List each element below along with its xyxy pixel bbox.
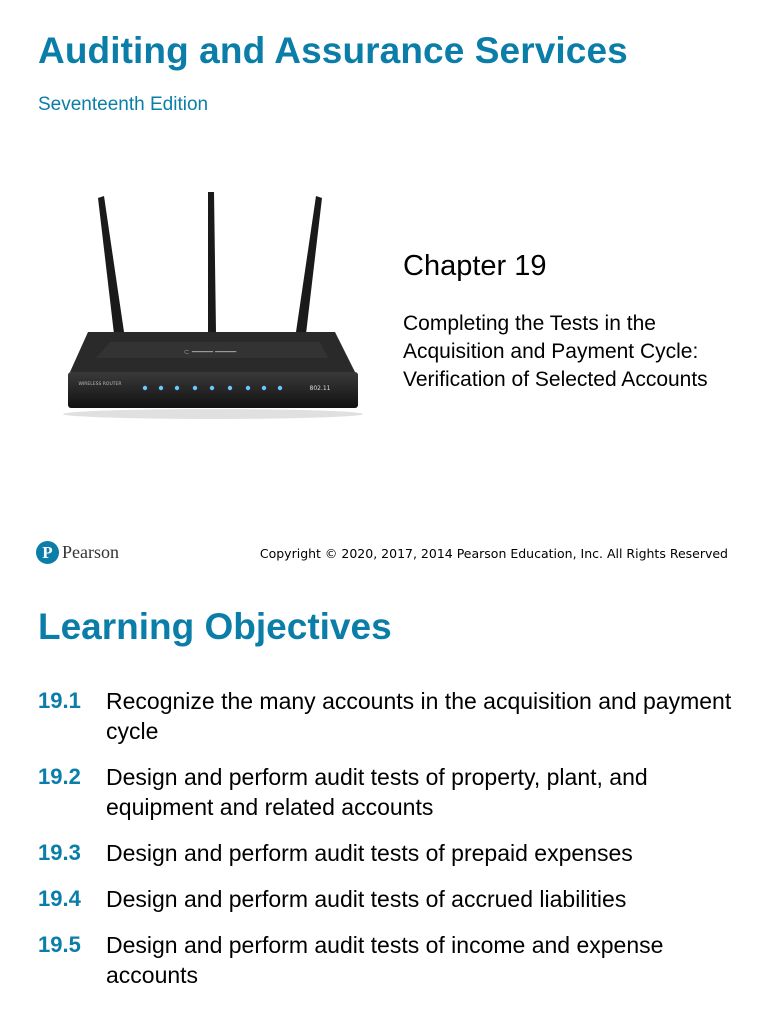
antenna-center [208,192,216,332]
antenna-left [98,196,124,334]
copyright-notice: Copyright © 2020, 2017, 2014 Pearson Education, Inc. All Rights Reserved [259,546,728,561]
objective-number: 19.2 [38,764,81,789]
objectives-list [38,686,738,1006]
objective-item [38,930,738,990]
objective-number: 19.3 [38,840,81,865]
objective-item [38,686,738,746]
chapter-heading: Chapter 19 [403,250,547,282]
objective-text: Design and perform audit tests of property, plant, and equipment and related accounts [106,764,648,820]
objective-item [38,884,738,914]
objective-number: 19.5 [38,932,81,957]
router-label-left: WIRELESS ROUTER [78,382,122,387]
svg-text:⊂ ━━━━━ ━━━━━: ⊂ ━━━━━ ━━━━━ [183,348,237,356]
objective-text: Design and perform audit tests of prepaid expenses [106,840,633,866]
pearson-p-icon: P [36,541,59,564]
objective-text: Recognize the many accounts in the acquisition and payment cycle [106,688,732,744]
antenna-right [296,196,322,334]
pearson-logo [36,541,119,564]
objective-number: 19.1 [38,688,81,713]
objective-item [38,838,738,868]
learning-objectives-slide [0,576,768,1024]
pearson-wordmark: Pearson [62,542,119,562]
objective-text: Design and perform audit tests of income and expense accounts [106,932,664,988]
book-title: Auditing and Assurance Services [38,30,628,71]
objective-number: 19.4 [38,886,81,911]
objective-item [38,762,738,822]
router-label-right: 802.11 [309,385,331,392]
edition-label: Seventeenth Edition [38,94,209,115]
learning-objectives-title: Learning Objectives [38,606,392,647]
chapter-subtitle: Completing the Tests in the Acquisition and Payment Cycle: Verification of Selected Accounts [403,312,708,391]
objective-text: Design and perform audit tests of accrued liabilities [106,886,627,912]
wireless-router-image [50,182,370,427]
